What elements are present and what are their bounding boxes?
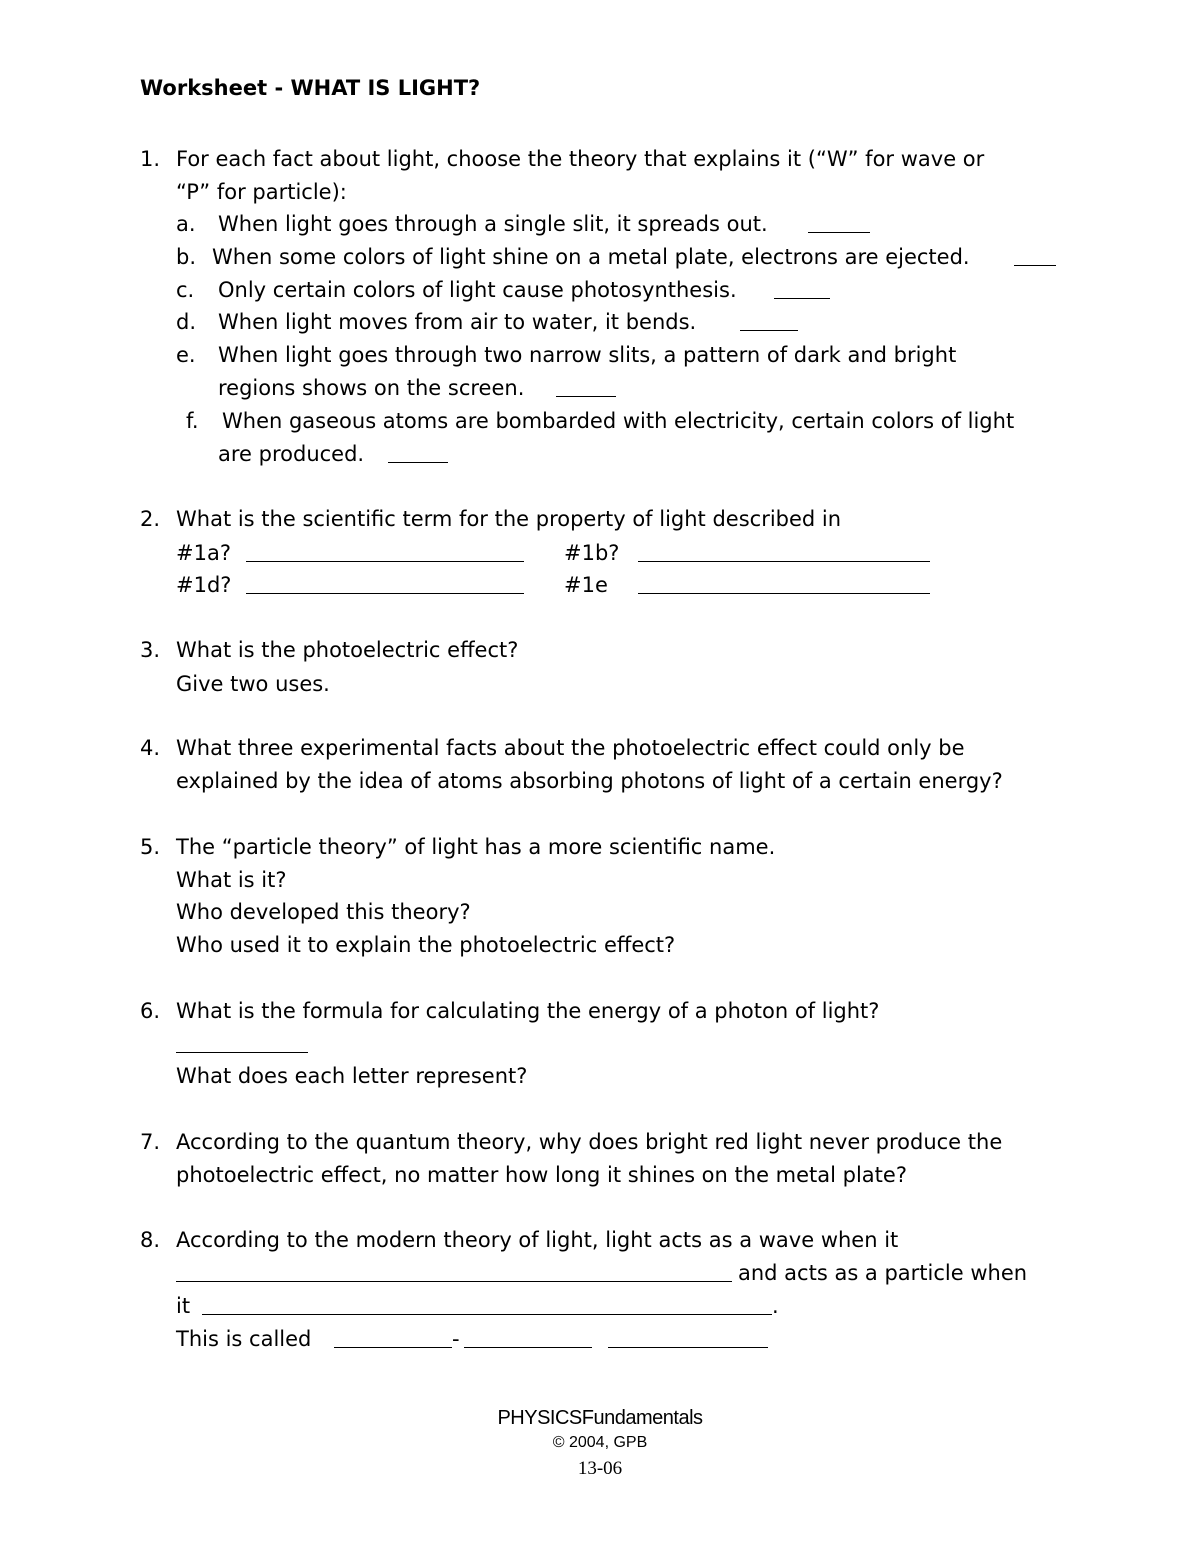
question-2-text: What is the scientific term for the property of light described in [176,507,842,531]
answer-blank-1d[interactable] [740,312,798,331]
item-1c-text: Only certain colors of light cause photosynthesis. [218,278,737,302]
item-1e-text: When light goes through two narrow slits, a pattern of dark and bright [218,343,957,367]
answer-blank-2-1b[interactable] [638,543,930,562]
answer-blank-8-particle[interactable] [202,1296,772,1315]
question-1-text-cont: “P” for particle): [176,180,347,204]
item-1b-text: When some colors of light shine on a metal plate, electrons are ejected. [212,245,970,269]
question-4-cont: explained by the idea of atoms absorbing photons of light of a certain energy? [176,769,1003,793]
answer-blank-2-1d[interactable] [246,575,524,594]
question-1-text: For each fact about light, choose the theory that explains it (“W” for wave or [176,147,985,171]
question-5-line-3: Who developed this theory? [176,900,471,924]
page-title: Worksheet - WHAT IS LIGHT? [140,76,481,100]
item-1f-text: When gaseous atoms are bombarded with electricity, certain colors of light [222,409,1015,433]
footer-brand: PHYSICSFundamentals [497,1407,703,1429]
answer-blank-1f[interactable] [388,444,448,463]
answer-blank-1e[interactable] [556,378,616,397]
answer-blank-8-term-2[interactable] [464,1329,592,1348]
answer-blank-8-wave[interactable] [176,1263,732,1282]
answer-blank-1b[interactable] [1014,247,1056,266]
answer-blank-1a[interactable] [808,214,870,233]
question-5-line-4: Who used it to explain the photoelectric effect? [176,933,676,957]
worksheet-page: Worksheet - WHAT IS LIGHT? 1. For each fact about light, choose the theory that explains it (“W” for wave or “P” for particle): a. When light goes through a single slit, it spreads out. b. When some colors of light shine on a metal plate, electrons are ejected. c. Only certain colors of light cause photosynthesis. d. When light moves from air to water, it bends. e. When light goes through two narrow slits, a pattern of dark and bright regions shows on the screen. f. When gaseous atoms are bombarded with electricity, certain colors of light are produced. 2. What is the scientific term for the property of light described in #1a? #1b? #1d? #1e 3. What is the photoelectric effect? Give two uses. 4. What three experimental facts about the photoelectric effect could only be explained by the idea of atoms absorbing photons of light of a certain energy? 5. The “particle theory” of light has a more scientific name. What is it? Who developed this theory? Who used it to explain the photoelectric effect? 6. What is the formula for calculating the energy of a photon of light? What does each letter represent? 7. According to the quantum theory, why does bright red light never produce the photoelectric effect, no matter how long it shines on the metal plate? 8. According to the modern theory of light, light acts as a wave when it and acts as a particle when it . This is called - PHYSICSFundamentals © 2004, GPB 13-06 [0,0,1200,1553]
answer-blank-2-1a[interactable] [246,543,524,562]
question-3-cont: Give two uses. [176,672,330,696]
answer-blank-8-term-3[interactable] [608,1329,768,1348]
question-5-line-2: What is it? [176,868,287,892]
answer-blank-1c[interactable] [774,280,830,299]
answer-blank-6[interactable] [176,1034,308,1053]
question-7-cont: photoelectric effect, no matter how long it shines on the metal plate? [176,1163,907,1187]
answer-blank-2-1e[interactable] [638,575,930,594]
item-1d-text: When light moves from air to water, it bends. [218,310,697,334]
answer-blank-8-term-1[interactable] [334,1329,452,1348]
question-6-line-3: What does each letter represent? [176,1064,528,1088]
footer-page-number: 13-06 [577,1458,623,1479]
footer-copyright: © 2004, GPB [552,1434,648,1451]
item-1a-text: When light goes through a single slit, it spreads out. [218,212,768,236]
